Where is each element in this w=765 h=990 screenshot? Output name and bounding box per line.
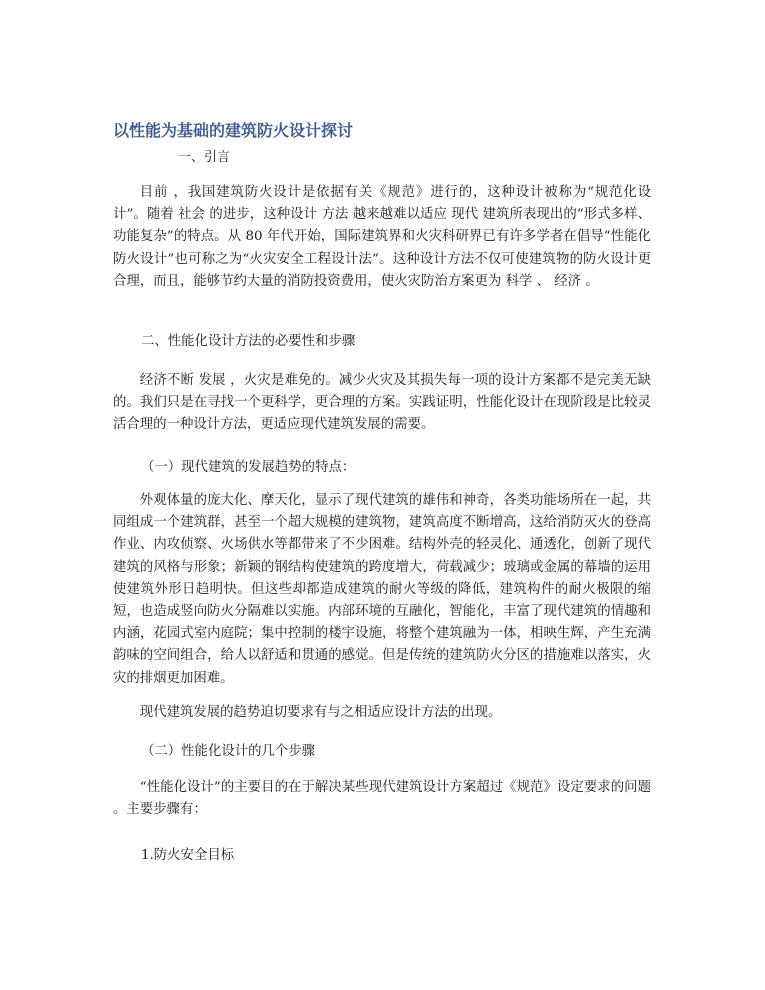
section-heading-introduction: 一、引言 xyxy=(178,150,231,165)
subsection-heading-trends: （一）现代建筑的发展趋势的特点： xyxy=(141,460,356,475)
paragraph-introduction: 目前 ，我国建筑防火设计是依据有关《规范》进行的，这种设计被称为“规范化设计”。随着 社会 的进步，这种设计 方法 越来越难以适应 现代 建筑所表现出的“形式多样、功能复杂”的特点。从 80 年代开始，国际建筑界和火灾科研界已有许多学者在倡导“性能化防火设计”也可称之为“火灾安全工程设计法”。这种设计方法不仅可使建筑物的防火设计更合理，而且，能够节约大量的消防投资费用，使火灾防治方案更为 科学 、 经济 。 xyxy=(113,185,651,289)
paragraph-building-trends: 外观体量的庞大化、摩天化，显示了现代建筑的雄伟和神奇，各类功能场所在一起，共同组成一个建筑群，甚至一个超大规模的建筑物，建筑高度不断增高，这给消防灭火的登高作业、内攻侦察、火场供水等都带来了不少困难。结构外壳的轻灵化、通透化，创新了现代建筑的风格与形象；新颖的钢结构使建筑的跨度增大，荷载减少；玻璃或金属的幕墙的运用使建筑外形日趋明快。但这些却都造成建筑的耐火等级的降低，建筑构件的耐火极限的缩短，也造成竖向防火分隔难以实施。内部环境的互融化，智能化，丰富了现代建筑的情趣和内涵，花园式室内庭院；集中控制的楼宇设施，将整个建筑融为一体，相映生辉，产生充满韵味的空间组合，给人以舒适和贯通的感觉。但是传统的建筑防火分区的措施难以落实，火灾的排烟更加困难。 xyxy=(113,493,651,686)
subsection-heading-steps: （二）性能化设计的几个步骤 xyxy=(141,744,316,759)
paragraph-economic-development: 经济不断 发展 ，火灾是难免的。减少火灾及其损失每一项的设计方案都不是完美无缺的。我们只是在寻找一个更科学，更合理的方案。实践证明，性能化设计在现阶段是比较灵活合理的一种设计方法，更适应现代建筑发展的需要。 xyxy=(113,373,651,433)
section-heading-performance-design: 二、性能化设计方法的必要性和步骤 xyxy=(141,334,356,349)
list-item-fire-safety-goal: 1.防火安全目标 xyxy=(141,848,235,863)
document-title: 以性能为基础的建筑防火设计探讨 xyxy=(113,121,354,140)
paragraph-design-demand: 现代建筑发展的趋势迫切要求有与之相适应设计方法的出现。 xyxy=(139,705,502,720)
paragraph-design-purpose: “性能化设计”的主要目的在于解决某些现代建筑设计方案超过《规范》设定要求的问题 。主要步骤有： xyxy=(113,780,651,818)
